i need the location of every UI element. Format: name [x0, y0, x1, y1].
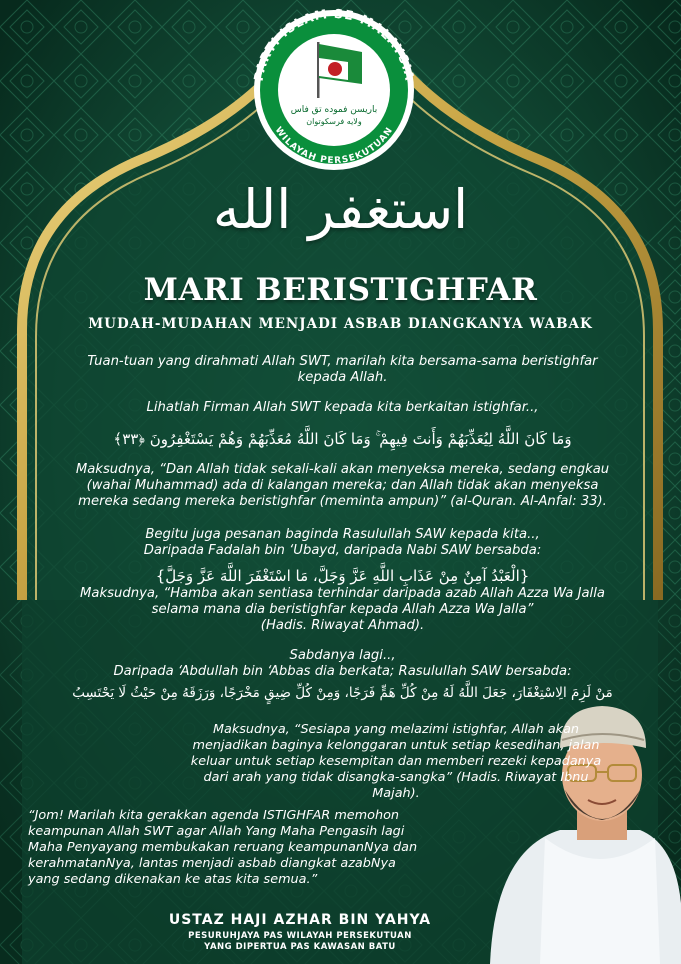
hadith1-intro: Begitu juga pesanan baginda Rasulullah SAW kepada kita.., Daripada Fadalah bin ‘Ubayd, daripada Nabi SAW bersabda:: [143, 527, 542, 558]
verse-translation: Maksudnya, “Dan Allah tidak sekali-kali akan menyeksa mereka, sedang engkau (wahai Muhammad) ada di kalangan mereka; dan Allah tidak akan menyeksa mereka sedang mereka beristighfar (meminta ampun)” (al-Quran. Al-Anfal: 33).: [75, 462, 610, 509]
logo-ring-bottom: WILAYAH PERSEKUTUAN: [272, 125, 396, 167]
headline: MARI BERISTIGHFAR: [143, 272, 538, 308]
hadith1-translation: Maksudnya, “Hamba akan sentiasa terhindar daripada azab Allah Azza Wa Jalla selama mana dia beristighfar kepada Allah Azza Wa Jalla” (Hadis. Riwayat Ahmad).: [80, 586, 605, 633]
signature-role2: YANG DIPERTUA PAS KAWASAN BATU: [204, 942, 396, 952]
istighfar-calligraphy: استغفر الله: [212, 178, 469, 241]
hadith2-intro: Sabdanya lagi.., Daripada ‘Abdullah bin ‘Abbas dia berkata; Rasulullah SAW bersabda:: [113, 648, 572, 679]
firman-intro: Lihatlah Firman Allah SWT kepada kita berkaitan istighfar..,: [146, 400, 539, 415]
logo-ring-top: PARTI ISLAM SE-MALAYSIA: [250, 5, 418, 83]
quran-verse: وَمَا كَانَ اللَّهُ لِيُعَذِّبَهُمْ وَأَنتَ فِيهِمْ ۚ وَمَا كَانَ اللَّهُ مُعَذِّبَهُمْ وَهُمْ يَسْتَغْفِرُونَ ﴿٣٣﴾: [113, 430, 572, 448]
signature-name: USTAZ HAJI AZHAR BIN YAHYA: [168, 912, 432, 928]
hadith2-translation: Maksudnya, “Sesiapa yang melazimi istighfar, Allah akan menjadikan baginya kelonggaran untuk setiap kesedihan, jalan keluar untuk setiap kesempitan dan memberi rezeki kepadanya dari arah yang tidak disangka-sangka” (Hadis. Riwayat Ibnu Majah).: [190, 722, 602, 801]
logo-jawi-line2: ولايه فرسكوتوان: [306, 117, 362, 126]
subheadline: MUDAH-MUDAHAN MENJADI ASBAB DIANGKANYA WABAK: [88, 316, 593, 332]
logo-jawi-line1: باريسن فموده تق فاس: [290, 105, 378, 115]
closing-call: “Jom! Marilah kita gerakkan agenda ISTIGHFAR memohon keampunan Allah SWT agar Allah Yang Maha Pengasih lagi Maha Penyayang membukakan reruang keampunanNya dan kerahmatanNya, lantas menjadi asbab diangkat azabNya yang sedang dikenakan ke atas kita semua.”: [28, 808, 418, 887]
hadith2-arabic: مَنْ لَزِمَ الِاسْتِغْفَارَ، جَعَلَ اللَّهُ لَهُ مِنْ كُلِّ هَمٍّ فَرَجًا، وَمِنْ كُلِّ ضِيقٍ مَخْرَجًا، وَرَزَقَهُ مِنْ حَيْثُ لَا يَحْتَسِبُ: [72, 685, 613, 701]
signature-role1: PESURUHJAYA PAS WILAYAH PERSEKUTUAN: [188, 931, 412, 941]
intro-paragraph: Tuan-tuan yang dirahmati Allah SWT, marilah kita bersama-sama beristighfar kepada Allah.: [87, 354, 598, 385]
hadith1-arabic: {الْعَبْدُ آمِنٌ مِنْ عَذَابِ اللَّهِ عَزَّ وَجَلَّ، مَا اسْتَغْفَرَ اللَّهَ عَزَّ وَجَلَّ}: [155, 567, 530, 585]
